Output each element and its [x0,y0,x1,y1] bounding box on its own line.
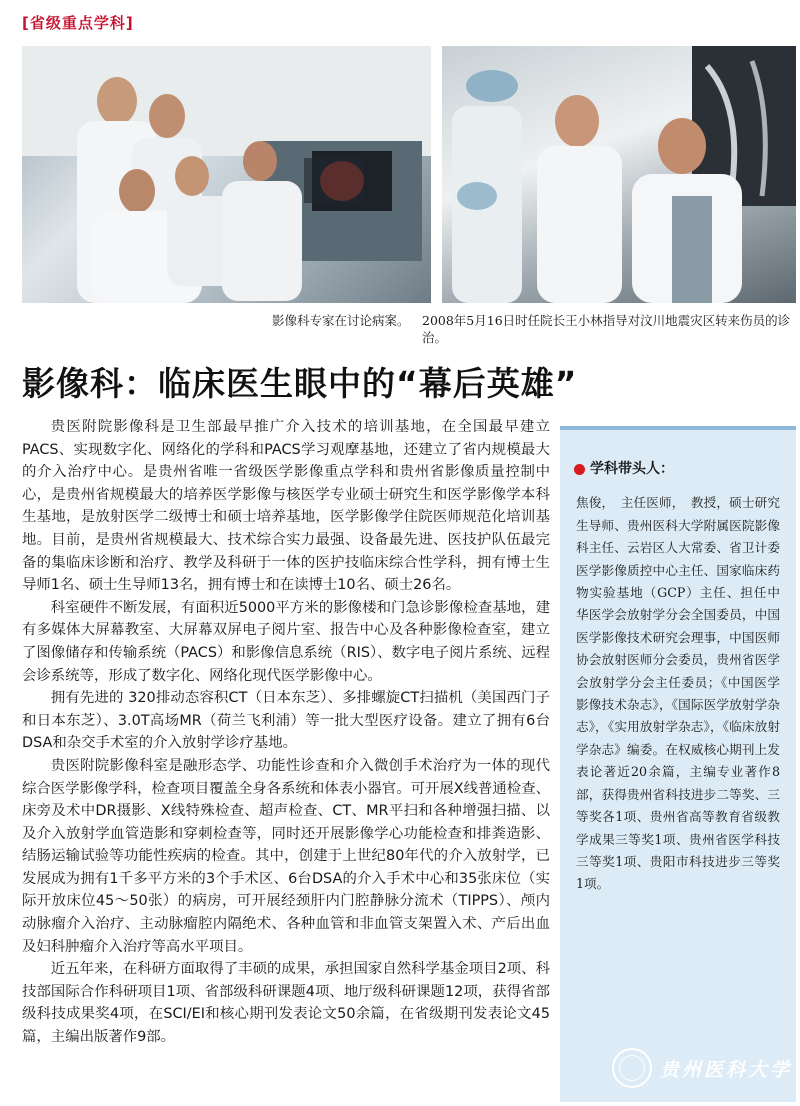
university-seal-icon [612,1048,652,1088]
photo-captions [22,312,796,348]
body-paragraph-5: 近五年来，在科研方面取得了丰硕的成果，承担国家自然科学基金项目2项、科技部国际合作科研项目1项、省部级科研课题4项、地厅级科研课题12项，获得省部级科技成果奖4项，在SCI/EI和核心期刊发表论文50余篇，在省级期刊发表论文45篇，主编出版著作9部。 [22,961,550,1046]
sidebar-discipline-leader [560,426,796,1102]
sidebar-heading [574,458,780,480]
body-paragraph-2: 科室硬件不断发展，有面积近5000平方米的影像楼和门急诊影像检查基地，建有多媒体大屏幕教室、大屏幕双屏电子阅片室、报告中心及各种影像检查室，建立了图像储存和传输系统（PACS）和影像信息系统（RIS）、数字电子阅片系统、远程会诊系统等，形成了数字化、网络化现代医学影像中心。 [22,599,550,684]
caption-left: 影像科专家在讨论病案。 [272,313,410,328]
sidebar-heading-label: 学科带头人： [590,461,674,477]
sidebar-body-text: 焦俊， 主任医师， 教授，硕士研究生导师、贵州医科大学附属医院影像科主任、云岩区人大常委、省卫计委医学影像质控中心主任、国家临床药物实验基地（GCP）主任、担任中华医学会放射学分会全国委员，中国医学影像技术研究会理事，中国医师协会放射医师分会委员，贵州省医学会放射学分会主任委员；《中国医学影像技术杂志》，《国际医学放射学杂志》，《实用放射学杂志》，《临床放射学杂志》编委。在权威核心期刊上发表论著近20余篇，主编专业著作8部，获得贵州省科技进步二等奖、三等奖各1项、贵州省高等教育省级教学成果三等奖1项、贵州省医学科技三等奖1项、贵阳市科技进步三等奖1项。 [576,495,780,892]
photo-experts-discussing-case [22,46,431,303]
bullet-dot-icon [574,464,585,475]
section-tag: [省级重点学科] [22,14,134,32]
body-paragraph-3: 拥有先进的 320排动态容积CT（日本东芝）、多排螺旋CT扫描机（美国西门子和日本东芝）、3.0T高场MR（荷兰飞利浦）等一批大型医疗设备。建立了拥有6台DSA和杂交手术室的介入放射学诊疗基地。 [22,690,550,752]
photo-president-reviewing-xray [442,46,796,303]
sidebar-content [576,458,780,896]
body-paragraph-4: 贵医附院影像科室是融形态学、功能性诊查和介入微创手术治疗为一体的现代综合医学影像学科，检查项目覆盖全身各系统和体表小器官。可开展X线普通检查、床旁及术中DR摄影、X线特殊检查、超声检查、CT、MR平扫和各种增强扫描、以及介入放射学血管造影和穿刺检查等，同时还开展影像学心功能检查和排粪造影、结肠运输试验等功能性疾病的检查。其中，创建于上世纪80年代的介入放射学，已发展成为拥有1千多平方米的3个手术区、6台DSA的介入手术中心和35张床位（实际开放床位45～50张）的病房，可开展经颈肝内门腔静脉分流术（TIPPS）、颅内动脉瘤介入治疗、主动脉瘤腔内隔绝术、各种血管和非血管支架置入术、产后出血及妇科肿瘤介入治疗等高水平项目。 [22,757,550,955]
article-body [22,416,550,1049]
body-paragraph-1: 贵医附院影像科是卫生部最早推广介入技术的培训基地，在全国最早建立PACS、实现数字化、网络化的学科和PACS学习观摩基地，还建立了省内规模最大的介入治疗中心。是贵州省唯一省级医学影像重点学科和贵州省影像质量控制中心，是贵州省规模最大的培养医学影像与核医学专业硕士研究生和医学影像学本科生基地，是放射医学二级博士和硕士培养基地，医学影像学住院医师规范化培训基地。目前，是贵州省规模最大、技术综合实力最强、设备最先进、医技护队伍最完备的集临床诊断和治疗、教学及科研于一体的医护技临床综合性学科，拥有博士生导师1名、硕士生导师13名，拥有博士和在读博士10名、硕士26名。 [22,419,550,594]
university-logo [612,1044,792,1092]
caption-right: 2008年5月16日时任院长王小林指导对汶川地震灾区转来伤员的诊治。 [422,313,791,345]
article-headline: 影像科：临床医生眼中的“幕后英雄” [22,364,578,403]
university-logo-text: 贵州医科大学 [660,1058,793,1081]
